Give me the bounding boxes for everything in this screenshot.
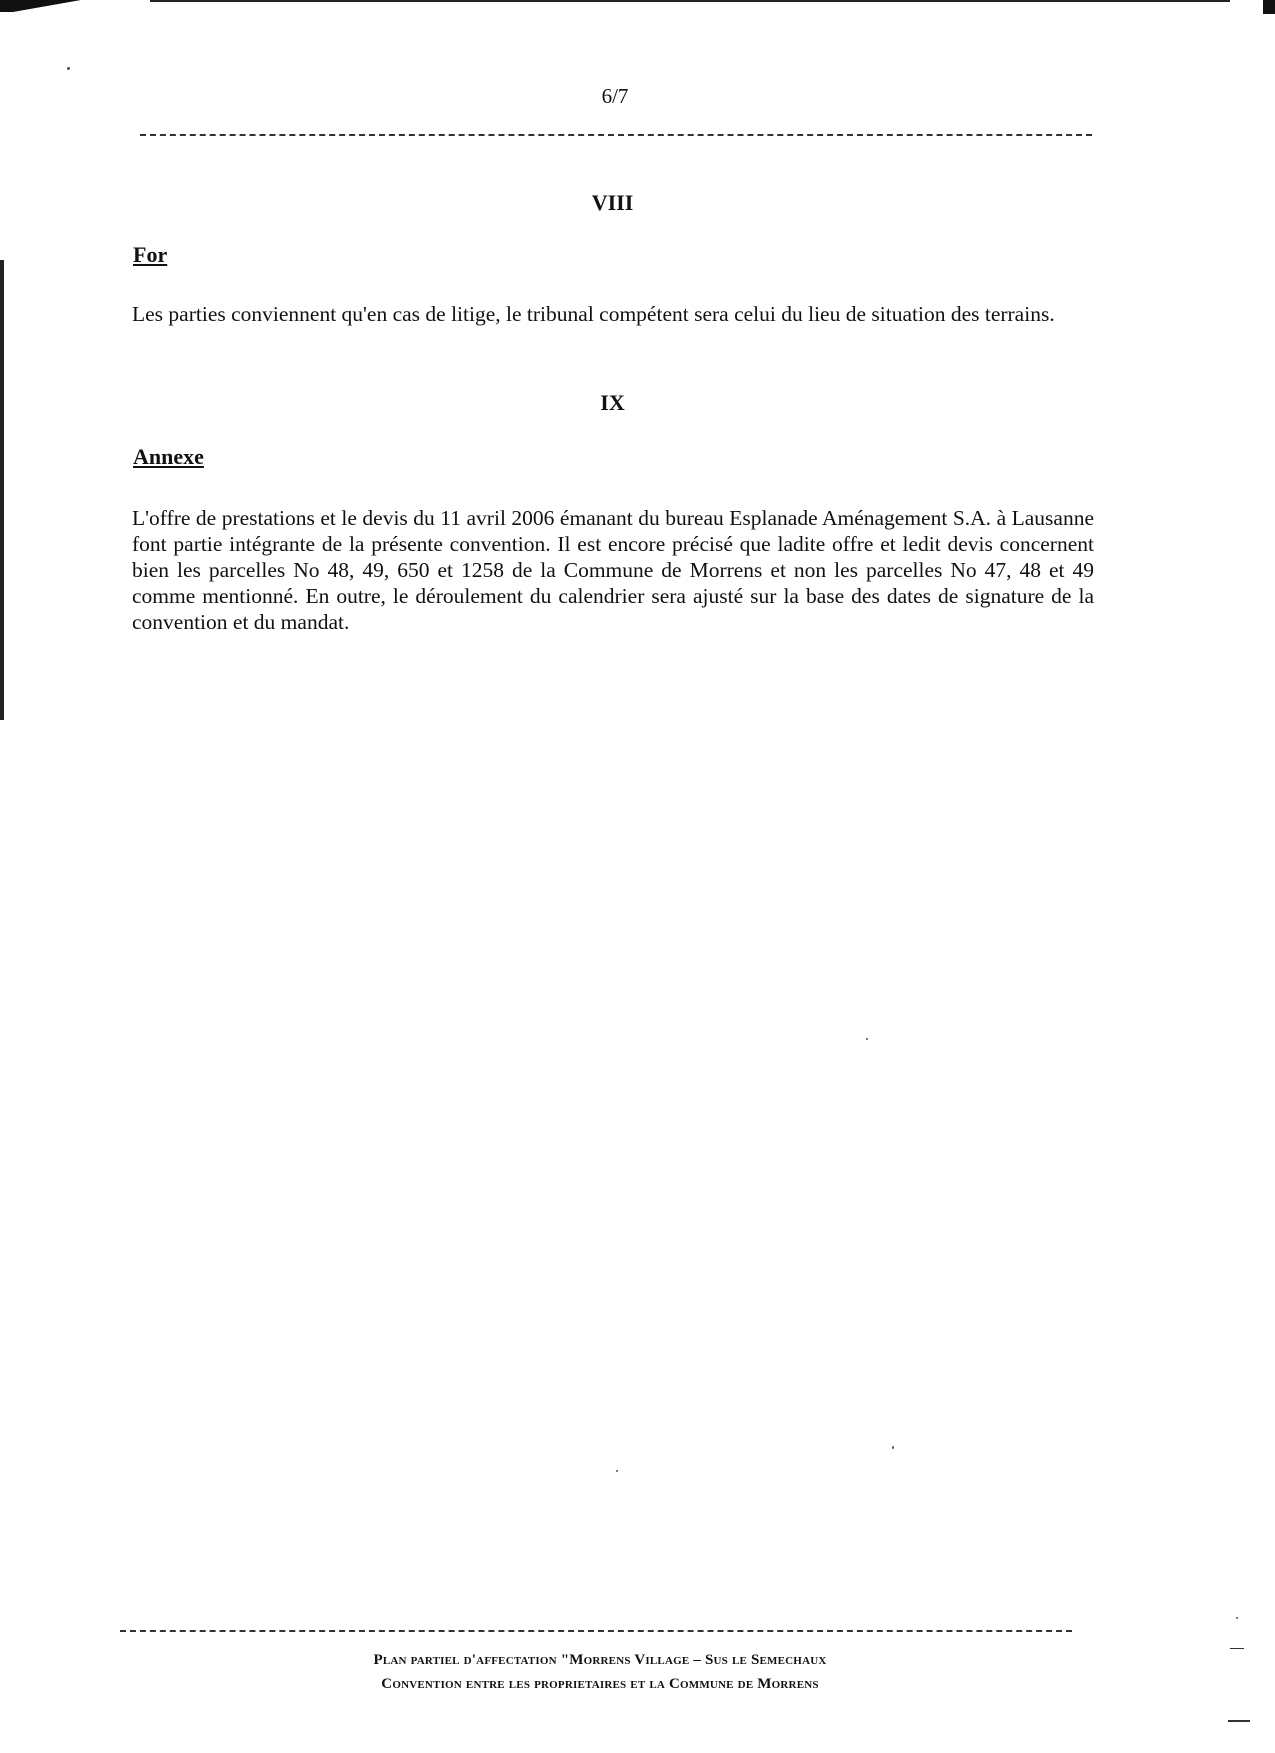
section-number-viii: VIII: [591, 190, 634, 215]
page-number: 6/7: [601, 84, 629, 108]
section-number-ix: IX: [600, 390, 625, 415]
scan-shadow-top-left: [0, 0, 160, 12]
footer-line-convention: Convention entre les proprietaires et la Commune de Morrens: [381, 1676, 819, 1692]
scan-mark: [1228, 1720, 1250, 1722]
footer-divider: [120, 1630, 1072, 1632]
scan-speck: [67, 67, 70, 70]
scan-mark: [1230, 1648, 1244, 1649]
section-paragraph-annexe: L'offre de prestations et le devis du 11 avril 2006 émanant du bureau Esplanade Aménagement S.A. à Lausanne font partie intégrante de la présente convention. Il est encore précisé que ladite offre et ledit devis concernent bien les parcelles No 48, 49, 650 et 1258 de la Commune de Morrens et non les parcelles No 47, 48 et 49 comme mentionné. En outre, le déroulement du calendrier sera ajusté sur la base des dates de signature de la convention et du mandat.: [132, 506, 1094, 634]
section-title-for: For: [133, 242, 168, 267]
footer-line-plan: Plan partiel d'affectation "Morrens Village – Sus le Semechaux: [373, 1652, 827, 1668]
scan-speck: [892, 1446, 894, 1449]
section-title-annexe: Annexe: [133, 444, 204, 469]
scan-edge-top: [150, 0, 1230, 2]
scan-shadow-top-right: [1263, 0, 1275, 14]
scan-speck: [616, 1470, 618, 1472]
header-divider: [140, 134, 1092, 136]
section-paragraph-for: Les parties conviennent qu'en cas de litige, le tribunal compétent sera celui du lieu de situation des terrains.: [132, 302, 1055, 326]
scan-speck: [1236, 1617, 1238, 1619]
scan-speck: [866, 1038, 868, 1040]
scan-edge-left: [0, 260, 4, 720]
